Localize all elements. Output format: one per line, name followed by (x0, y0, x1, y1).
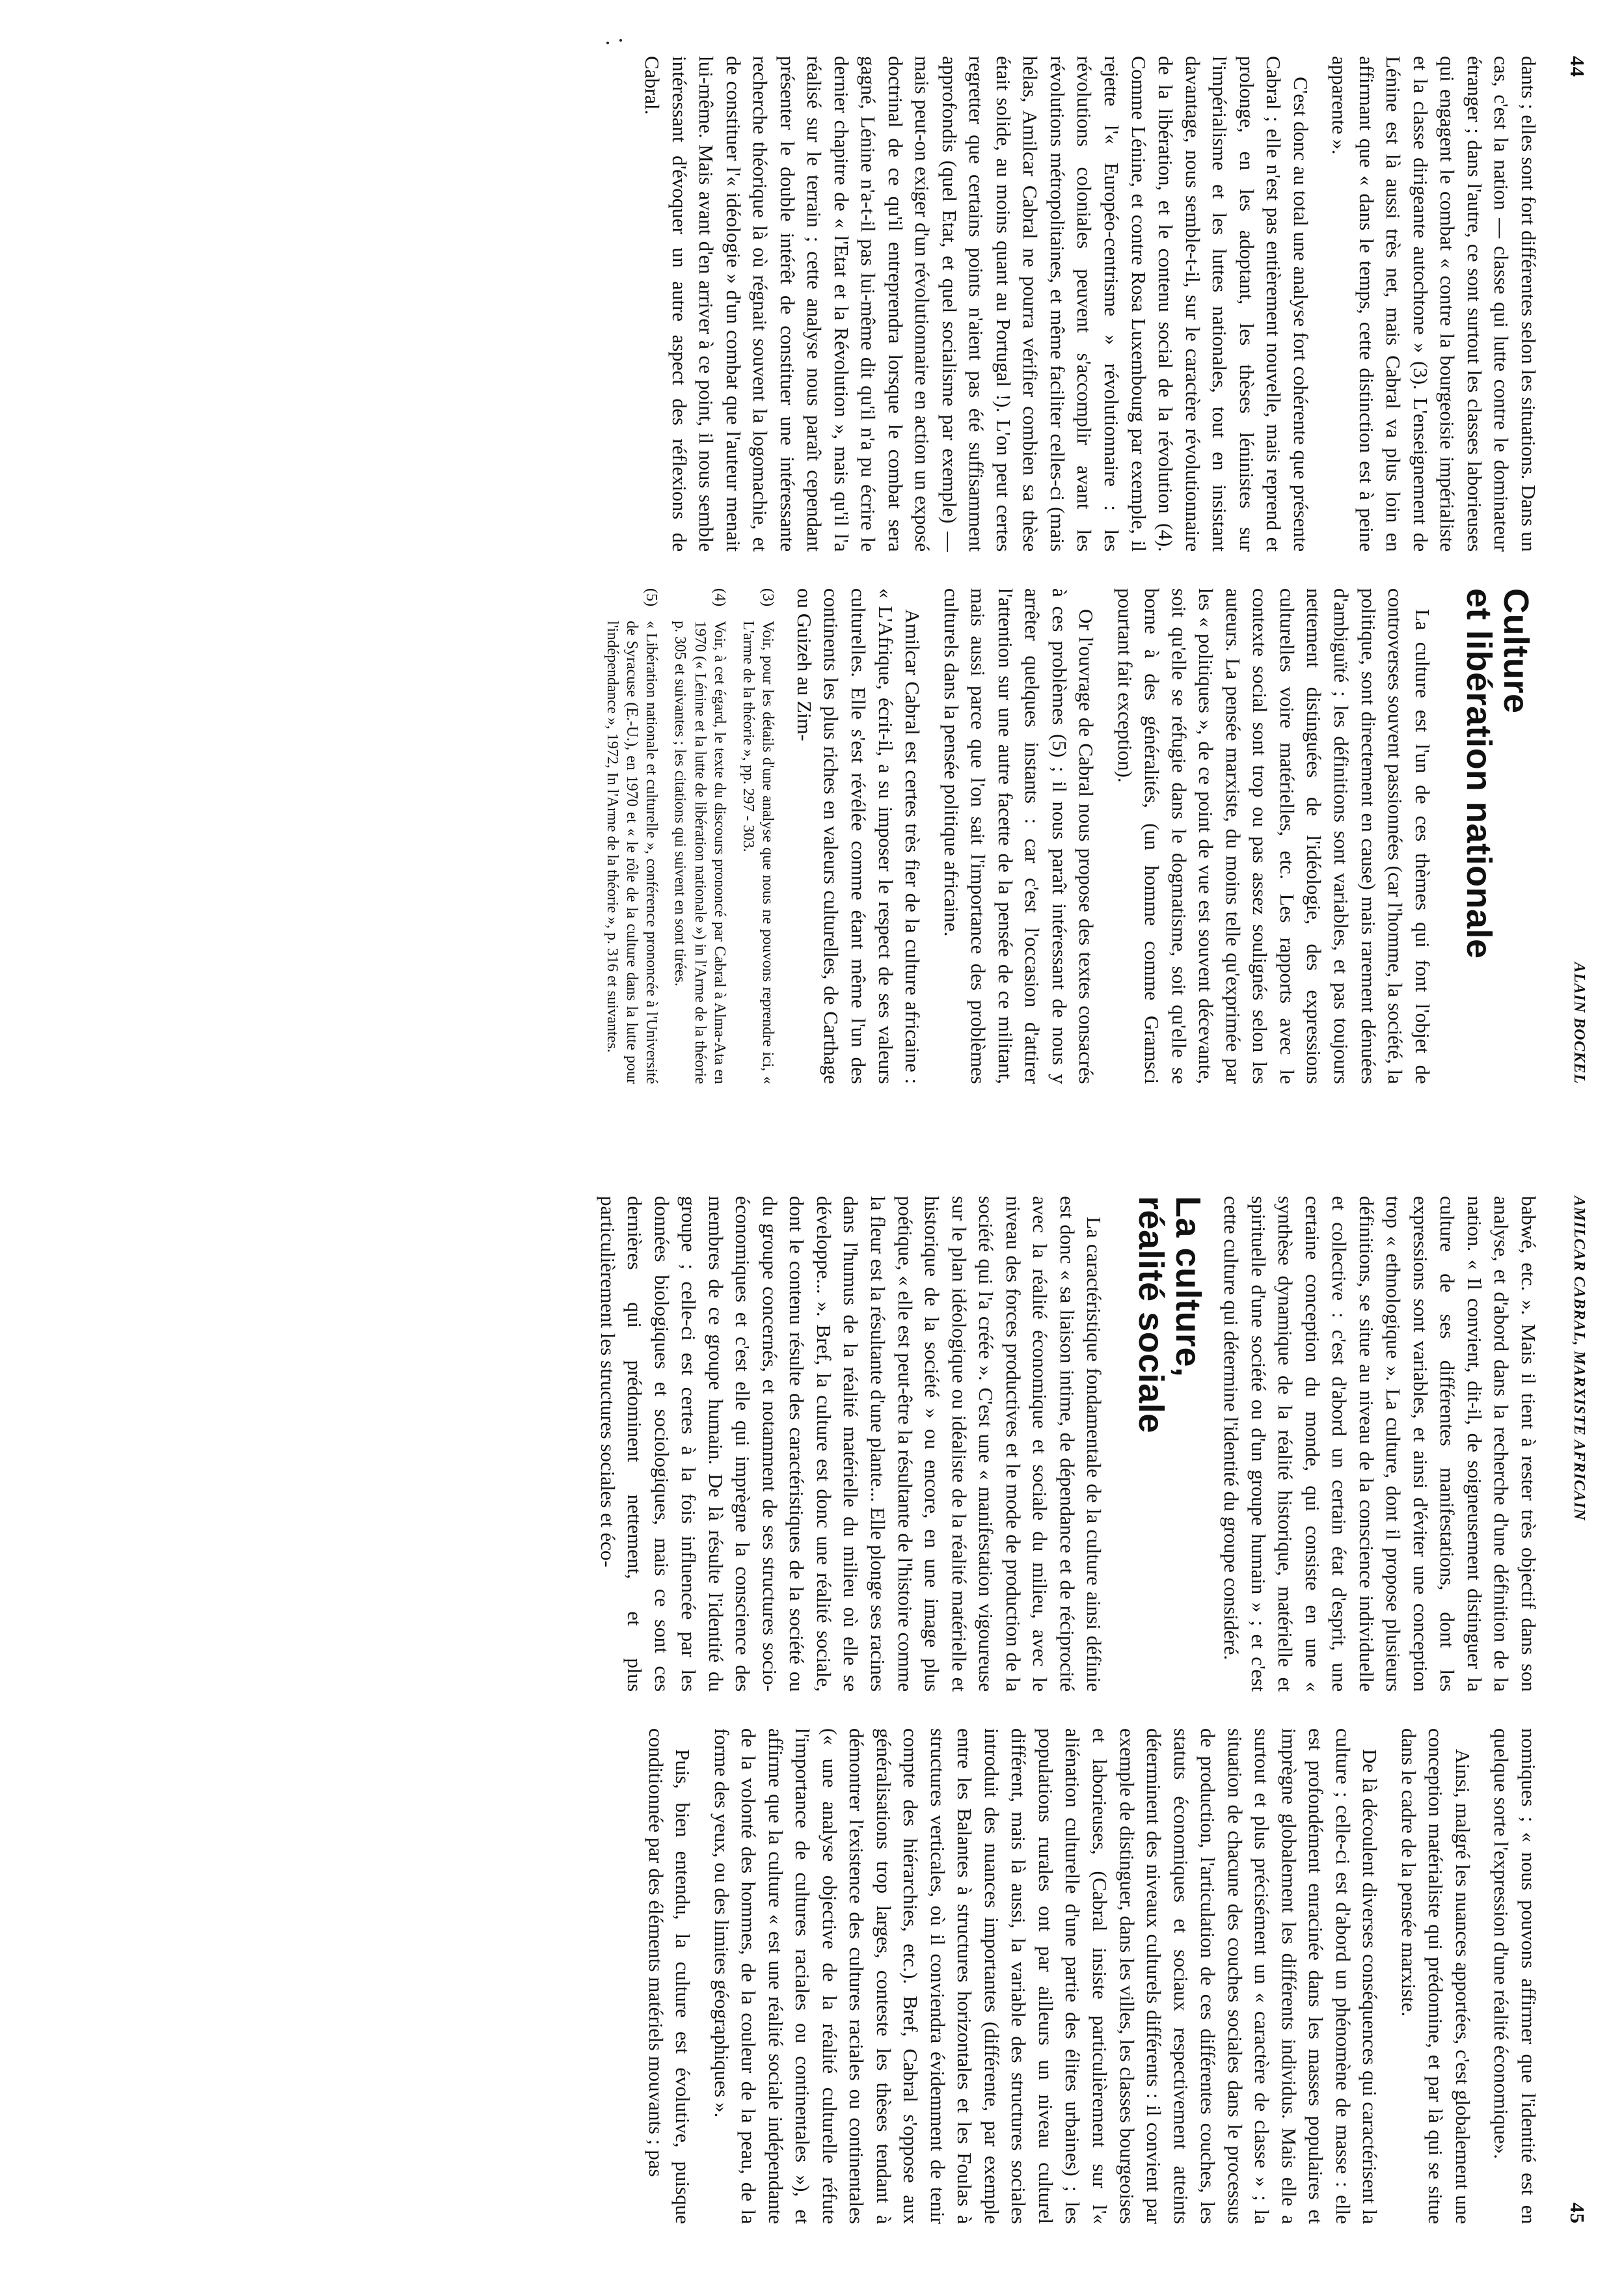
paragraph: Or l'ouvrage de Cabral nous propose des textes consacrés à ces problèmes (5) ; il nous paraît intéressant de nous y arrêter quelques instants : car c'est l'occasion d'attirer l'attention sur une autre facette de la pensée de ce militant, mais aussi parce que l'on sait l'importance des problèmes culturels dans la pensée politique africaine. (940, 588, 1098, 1084)
footnote (602, 588, 662, 1084)
section-title-culture-reality (1132, 1196, 1206, 1692)
section-title-culture-liberation (1461, 588, 1534, 1084)
right-page-columns (43, 1196, 1542, 2224)
section-title-line: La culture, (1168, 1196, 1208, 1378)
right-page-number: 45 (1566, 2203, 1589, 2224)
left-page-column-1 (43, 56, 1542, 552)
paragraph: nomiques ; « nous pouvons affirmer que l'identité est en quelque sorte l'expression d'une réalité économique». (1490, 1728, 1540, 2224)
left-page-column-2 (43, 588, 1542, 1084)
right-page-header (1556, 1196, 1589, 2224)
left-page-number: 44 (1566, 56, 1589, 77)
left-page-columns (43, 56, 1542, 1084)
footnote-number: (4) (710, 588, 728, 606)
scan-speck (606, 42, 609, 44)
footnote-text: « Libération nationale et culturelle », conférence prononcée à l'Université de Syracuse (E.-U.), en 1970 et « le rôle de la culture dans la lutte pour l'indépendance », 1972, In l'Arme de la théorie », p. 316 et suivantes. (603, 621, 660, 1084)
footnotes (602, 588, 778, 1084)
paragraph: C'est donc au total une analyse fort cohérente que présente Cabral ; elle n'est pas entièrement nouvelle, mais reprend et prolonge, en les adoptant, les thèses léninistes sur l'impérialisme et les luttes nationales, tout en insistant davantage, nous semble-t-il, sur le caractère révolutionnaire de la libération, et le contenu social de la révolution (4). Comme Lénine, et contre Rosa Luxembourg par exemple, il rejette l'« Européo-centrisme » révolutionnaire : les révolutions coloniales peuvent s'accomplir avant les révolutions métropolitaines, et même faciliter celles-ci (mais hélas, Amilcar Cabral ne pourra vérifier combien sa thèse était solide, au moins quant au Portugal !). L'on peut certes regretter que certains points n'aient pas été suffisamment approfondis (quel Etat, et quel socialisme par exemple) — mais peut-on exiger d'un révolutionnaire en action un exposé doctrinal de ce qu'il entreprendra lorsque le combat sera gagné, Lénine n'a-t-il pas lui-même dit qu'il n'a pu écrire le dernier chapitre de « l'Etat et la Révolution », mais qu'il l'a réalisé sur le terrain ; cette analyse nous paraît cependant présenter le double intérêt de constituer une intéressante recherche théorique là où régnait souvent la logomachie, et de constituer l'« idéologie » d'un combat que l'auteur menait lui-même. Mais avant d'en arriver à ce point, il nous semble intéressant d'évoquer un autre aspect des réflexions de Cabral. (641, 56, 1312, 552)
paragraph: De là découlent diverses conséquences qui caractérisent la culture ; celle-ci est d'abord un phénomène de masse : elle est profondément enracinée dans les masses populaires et imprègne globalement les différents individus. Mais elle a surtout et plus précisément un « caractère de classe » ; la situation de chacune des couches sociales dans le processus de production, l'articulation de ces différentes couches, les statuts économiques et sociaux respectivement atteints déterminent des niveaux culturels différents : il convient par exemple de distinguer, dans les villes, les classes bourgeoises et laborieuses, (Cabral insiste particulièrement sur l'« aliénation culturelle d'une partie des élites urbaines) ; les populations rurales ont par ailleurs un niveau culturel différent, mais là aussi, la variable des structures sociales introduit des nuances importantes (différente, par exemple entre les Balantes à structures horizontales et les Foulas à structures verticales, où il conviendra évidemment de tenir compte des hiérarchies, etc.). Bref, Cabral s'oppose aux généralisations trop larges, conteste les thèses tendant à démontrer l'existence des cultures raciales ou continentales (« une analyse objective de la réalité culturelle réfute l'importance de cultures raciales ou continentales »), et affirme que la culture « est une réalité sociale indépendante de la volonté des hommes, de la couleur de la peau, de la forme des yeux, ou des limites géographiques ». (710, 1728, 1382, 2224)
footnote (738, 588, 778, 1084)
paragraph: babwé, etc. ». Mais il tient à rester très objectif dans son analyse, et d'abord dans la recherche d'une définition de la nation. « Il convient, dit-il, de soigneusement distinguer la culture de ses différentes manifestations, dont les expressions sont variables, et ainsi d'éviter une conception trop « ethnologique ». La culture, dont il propose plusieurs définitions, se situe au niveau de la conscience individuelle et collective : c'est d'abord un certain état d'esprit, une certaine conception du monde, qui consiste en une « synthèse dynamique de la réalité historique, matérielle et spirituelle d'une société ou d'un groupe humain » ; et c'est cette culture qui détermine l'identité du groupe considéré. (1220, 1196, 1540, 1692)
paragraph: Puis, bien entendu, la culture est évolutive, puisque conditionnée par des éléments matériels mouvants ; pas (644, 1728, 695, 2224)
right-running-head: AMILCAR CABRAL, MARXISTE AFRICAIN (1571, 1196, 1588, 1521)
left-page-header (1556, 56, 1589, 1084)
footnote-number: (3) (759, 588, 777, 606)
section-title-line: et libération nationale (1459, 588, 1499, 959)
footnote-text: Voir, pour les détails d'une analyse que nous ne pouvons reprendre ici, « L'arme de la théorie », pp. 297 - 303. (740, 621, 777, 1084)
section-title-line: Culture (1496, 588, 1536, 714)
scan-speck (619, 39, 622, 42)
footnote (670, 588, 729, 1084)
paragraph: Ainsi, malgré les nuances apportées, c'est globalement une conception matérialiste qui prédomine, et par là qui se situe dans le cadre de la pensée marxiste. (1397, 1728, 1474, 2224)
paragraph: dants ; elles sont fort différentes selon les situations. Dans un cas, c'est la nation — classe qui lutte contre le dominateur étranger ; dans l'autre, ce sont surtout les classes laborieuses qui engagent le combat « contre la bourgeoisie impérialiste et la classe dirigeante autochtone » (3). L'enseignement de Lénine est là aussi très net, mais Cabral va plus loin en affirmant que « dans le temps, cette distinction est à peine apparente ». (1328, 56, 1540, 552)
paragraph: La caractéristique fondamentale de la culture ainsi définie est donc « sa liaison intime, de dépendance et de réciprocité avec la réalité économique et sociale du milieu, avec le niveau des forces productives et le mode de production de la société qui l'a créée ». C'est une « manifestation vigoureuse sur le plan idéologique ou idéaliste de la réalité matérielle et historique de la société » ou encore, en une image plus poétique, « elle est peut-être la résultante de l'histoire comme la fleur est la résultante d'une plante... Elle plonge ses racines dans l'humus de la réalité matérielle du milieu où elle se développe... ». Bref, la culture est donc une réalité sociale, dont le contenu résulte des caractéristiques de la société ou du groupe concernés, et notamment de ses structures socio-économiques et c'est elle qui imprègne la conscience des membres de ce groupe humain. De là résulte l'identité du groupe ; celle-ci est certes à la fois influencée par les données biologiques et sociologiques, mais ce sont ces dernières qui prédominent nettement, et plus particulièrement les structures sociales et éco- (596, 1196, 1106, 1692)
footnote-number: (5) (643, 588, 660, 606)
paragraph: Amilcar Cabral est certes très fier de la culture africaine : « L'Afrique, écrit-il, a su imposer le respect de ses valeurs culturelles. Elle s'est révélée comme étant même l'un des continents les plus riches en valeurs culturelles, de Carthage ou Guizeh au Zim- (792, 588, 925, 1084)
left-running-head: ALAIN BOCKEL (1571, 962, 1588, 1084)
right-page (0, 1140, 1624, 2280)
paragraph: La culture est l'un de ces thèmes qui font l'objet de controverses souvent passionnées (car l'homme, la société, la politique, sont directement en cause) mais rarement dénuées d'ambiguïté ; les définitions sont variables, et pas toujours nettement distinguées de l'idéologie, des expressions culturelles voire matérielles, etc. Les rapports avec le contexte social sont trop ou pas assez soulignés selon les auteurs. La pensée marxiste, du moins telle qu'exprimée par les « politiques », de ce point de vue est souvent décevante, soit qu'elle se réfugie dans le dogmatisme, soit qu'elle se borne à des généralités, (un homme comme Gramsci pourtant fait exception). (1113, 588, 1434, 1084)
right-page-column-2 (43, 1728, 1542, 2224)
right-page-column-1 (43, 1196, 1542, 1692)
footnote-text: Voir, à cet égard, le texte du discours prononcé par Cabral à Alma-Ata en 1970 (« Lénine et la lutte de libération nationale ») in l'Arme de la théorie p. 305 et suivantes ; les citations qui suivent en sont tirées. (671, 621, 728, 1084)
section-title-line: réalité sociale (1131, 1196, 1171, 1433)
